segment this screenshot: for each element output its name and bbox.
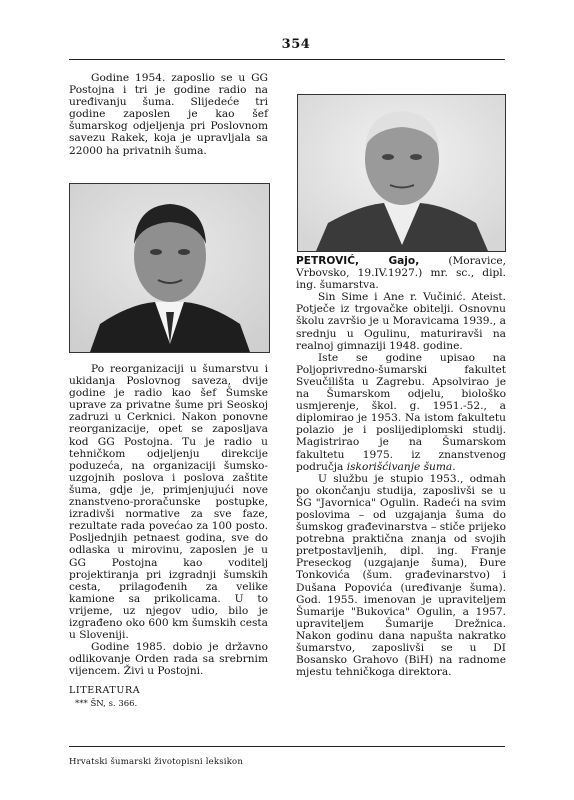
page-footer: Hrvatski šumarski životopisni leksikon	[69, 757, 244, 767]
portrait-photo-right	[297, 94, 506, 252]
left-body-block	[69, 363, 268, 710]
right-paragraph-1: Sin Sime i Ane r. Vučinić. Ateist. Potječe iz trgovačke obitelji. Osnovnu školu završio je u Moravicama 1939., a srednju u Ogulinu, maturiravši na realnoj gimnaziji 1948. godine.	[296, 291, 506, 352]
right-paragraph-2	[296, 352, 506, 473]
entry-heading-paragraph	[296, 255, 506, 291]
left-paragraph-1: Po reorganizaciji u šumarstvu i ukidanja Poslovnog saveza, dvije godine je radio kao šef Šumske uprave za privatne šume pri Seoskoj zadruzi u Cerknici. Nakon ponovne reorganizacije, opet se zaposljava kod GG Postojna. Tu je radio u tehničkom odjeljenju direkcije poduzeća, na organizaciji šumsko-uzgojnih poslova i poslova zaštite šuma, gdje je, primjenjujući nove znanstveno-proračunske postupke, izradivši normative za sve faze, rezultate rada povećao za 100 posto. Posljednjih petnaest godina, sve do odlaska u mirovinu, zaposlen je u GG Postojna kao voditelj projektiranja pri izgradnji šumskih cesta, prilagođenih za velike kamione sa prikolicama. U to vrijeme, uz njegov udio, bilo je izgrađeno oko 600 km šumskih cesta u Sloveniji.	[69, 363, 268, 642]
entry-name: PETROVIĆ, Gajo,	[296, 255, 420, 267]
portrait-photo-left	[69, 183, 270, 353]
portrait-left-graphic	[70, 184, 269, 352]
left-intro-block	[69, 72, 268, 157]
right-paragraph-3: U službu je stupio 1953., odmah po okončanju studija, zaposlivši se u ŠG "Javornica" Ogulin. Radeći na svim poslovima – od uzgajanja šuma do šumskog građevinarstva – stiče prijeko potrebna praktična znanja od svojih pretpostavljenih, dipl. ing. Franje Preseckog (uzgajanje šuma), Đure Tonkovića (šum. građevinarstvo) i Dušana Popovića (uređivanje šuma). God. 1955. imenovan je upraviteljem Šumarije "Bukovica" Ogulin, a 1957. upraviteljem Šumarije Drežnica. Nakon godinu dana napušta nakratko šumarstvo, zaposlivši se u DI Bosansko Grahovo (BiH) na radnome mjestu tehničkoga direktora.	[296, 472, 506, 679]
literature-heading: LITERATURA	[69, 685, 141, 697]
right-paragraph-2-end: .	[452, 460, 456, 473]
right-paragraph-2-text: Iste se godine upisao na Poljoprivredno-šumarski fakultet Sveučilišta u Zagrebu. Apsolvirao je na Šumarskom odjelu, biološko usmjerenje, škol. g. 1951.-52., a diplomirao je 1953. Na istom fakultetu polazio je i poslijediplomski studij. Magistrirao je na Šumarskom fakultetu 1975. iz znanstvenog područja	[296, 351, 506, 473]
left-paragraph-2: Godine 1985. dobio je državno odlikovanje Orden rada sa srebrnim vijencem. Živi u Postojni.	[69, 641, 268, 678]
page-number: 354	[281, 37, 311, 52]
entry-bio-head: (Moravice, Vrbovsko, 19.IV.1927.) mr. sc., dipl. ing. šumarstva.	[296, 255, 506, 292]
bottom-rule	[69, 746, 505, 747]
right-body-block	[296, 255, 506, 678]
portrait-right-graphic	[298, 95, 505, 251]
right-paragraph-2-italic: iskorišćivanje šuma	[346, 460, 453, 473]
literature-item: *** ŠN, s. 366.	[75, 698, 138, 709]
left-intro-paragraph: Godine 1954. zaposlio se u GG Postojna i tri je godine radio na uređivanju šuma. Slijedeće tri godine zaposlen je kao šef šumarskog odjeljenja pri Poslovnom savezu Rakek, koja je upravljala sa 22000 ha privatnih šuma.	[69, 72, 268, 157]
top-rule	[69, 59, 505, 60]
